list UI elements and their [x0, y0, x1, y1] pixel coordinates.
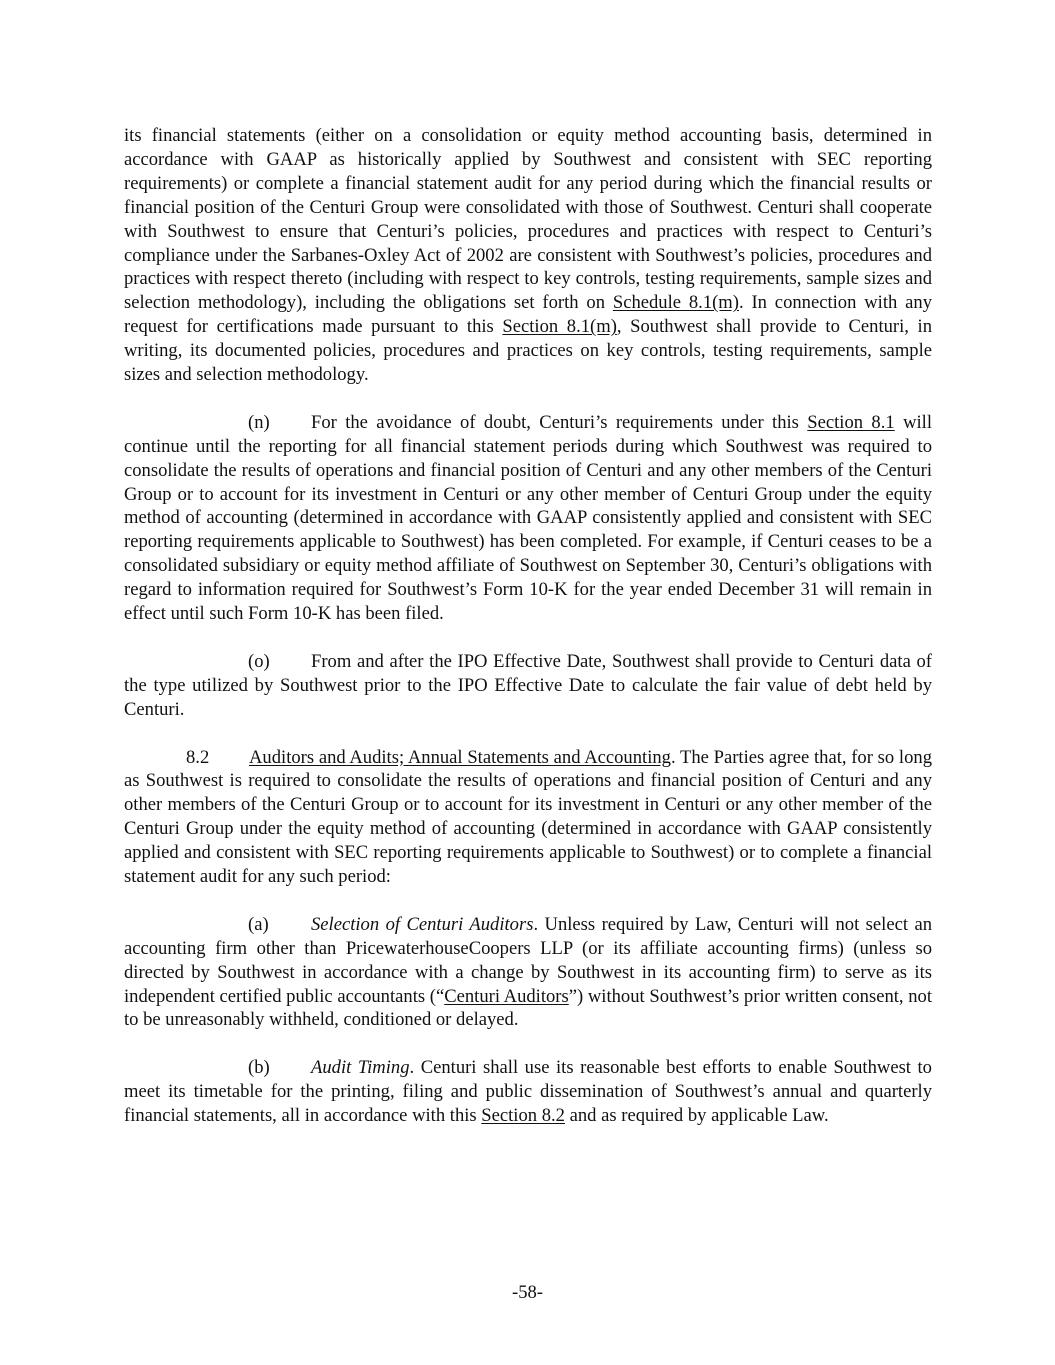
subsection-heading: Audit Timing — [311, 1057, 410, 1079]
cross-reference: Auditors and Audits; Annual Statements and Accounting — [249, 746, 671, 768]
paragraph — [124, 746, 932, 889]
paragraph — [124, 124, 932, 387]
text-run: . The Parties agree that, for so long as Southwest is required to consolidate the results of operations and financial position of Centuri and any other members of the Centuri Group or to account for its investment in Centuri or any other member of the Centuri Group under the equity method of accounting (determined in accordance with GAAP consistently applied and consistent with SEC reporting requirements applicable to Southwest) or to complete a financial statement audit for any such period: — [124, 746, 932, 888]
section-number: (n) — [248, 411, 270, 433]
cross-reference: Section 8.2 — [481, 1105, 565, 1127]
paragraph — [124, 650, 932, 722]
text-run: will continue until the reporting for all financial statement periods during which Southwest was required to consolidate the results of operations and financial position of Centuri and any other members of the Centuri Group or to account for its investment in Centuri or any other member of Centuri Group under the equity method of accounting (determined in accordance with GAAP consistently applied and consistent with SEC reporting requirements applicable to Southwest) has been completed. For example, if Centuri ceases to be a consolidated subsidiary or equity method affiliate of Southwest on September 30, Centuri’s obligations with regard to information required for Southwest’s Form 10-K for the year ended December 31 will remain in effect until such Form 10-K has been filed. — [124, 411, 932, 625]
paragraph — [124, 411, 932, 626]
section-number: (a) — [248, 913, 269, 935]
section-number: (o) — [248, 650, 270, 672]
paragraph — [124, 1056, 932, 1128]
cross-reference: Schedule 8.1(m) — [612, 292, 739, 314]
subsection-heading: Selection of Centuri Auditors — [311, 913, 534, 935]
cross-reference: Section 8.1(m) — [502, 316, 617, 338]
text-run: and as required by applicable Law. — [564, 1105, 829, 1127]
section-number: 8.2 — [186, 746, 210, 768]
text-run: For the avoidance of doubt, Centuri’s requirements under this — [311, 411, 808, 433]
cross-reference: Centuri Auditors — [444, 985, 569, 1007]
text-run: ”) without Southwest’s prior written consent, not to be unreasonably withheld, conditioned or delayed. — [124, 985, 932, 1031]
text-run: . In connection with any request for certifications made pursuant to this — [124, 292, 932, 338]
document-body — [124, 124, 932, 1152]
section-number: (b) — [248, 1057, 270, 1079]
text-run: . Unless required by Law, Centuri will not select an accounting firm other than PricewaterhouseCoopers LLP (or its affiliate accounting firms) (unless so directed by Southwest in accordance with a change by Southwest in its accounting firm) to serve as its independent certified public accountants (“ — [124, 913, 932, 1007]
text-run: From and after the IPO Effective Date, Southwest shall provide to Centuri data of the type utilized by Southwest prior to the IPO Effective Date to calculate the fair value of debt held by Centuri. — [124, 650, 932, 720]
text-run: . Centuri shall use its reasonable best efforts to enable Southwest to meet its timetable for the printing, filing and public dissemination of Southwest’s annual and quarterly financial statements, all in accordance with this — [124, 1057, 932, 1127]
text-run: its financial statements (either on a consolidation or equity method accounting basis, determined in accordance with GAAP as historically applied by Southwest and consistent with SEC reporting requirements) or complete a financial statement audit for any period during which the financial results or financial position of the Centuri Group were consolidated with those of Southwest. Centuri shall cooperate with Southwest to ensure that Centuri’s policies, procedures and practices with respect to Centuri’s compliance under the Sarbanes-Oxley Act of 2002 are consistent with Southwest’s policies, procedures and practices with respect thereto (including with respect to key controls, testing requirements, sample sizes and selection methodology), including the obligations set forth on — [124, 125, 932, 314]
paragraph — [124, 913, 932, 1033]
page-number: -58- — [512, 1282, 543, 1303]
cross-reference: Section 8.1 — [807, 411, 895, 433]
text-run: , Southwest shall provide to Centuri, in writing, its documented policies, procedures and practices on key controls, testing requirements, sample sizes and selection methodology. — [124, 316, 932, 386]
